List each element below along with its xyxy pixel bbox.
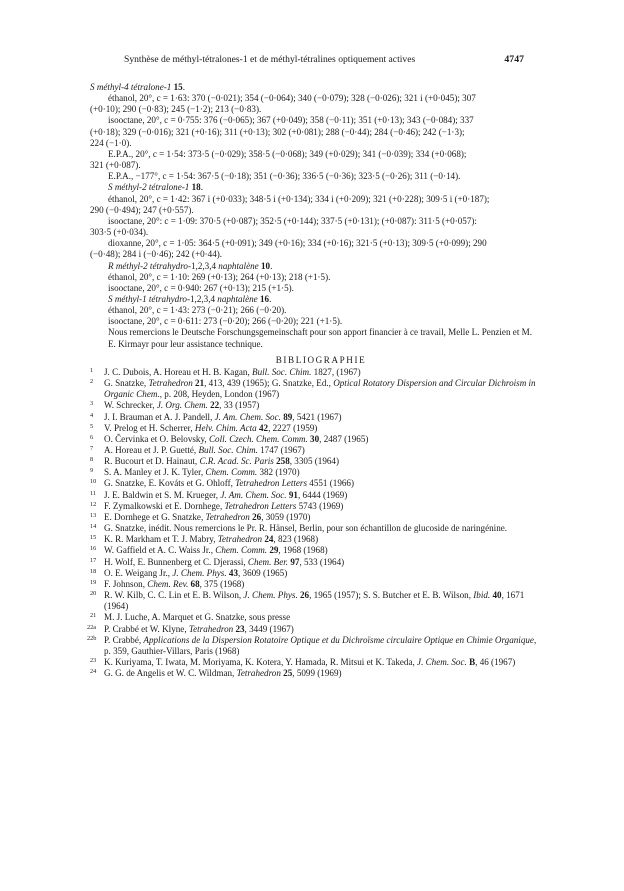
text-run: P. Crabbé, (104, 634, 144, 645)
bold-text: 24 (264, 534, 274, 545)
text-run: 4551 (1966) (307, 478, 354, 489)
bold-text: 97 (290, 556, 300, 567)
measurement-line (90, 249, 538, 260)
reference-item (90, 668, 538, 679)
text-run: , 5099 (1969) (292, 668, 342, 679)
measurement-line (90, 305, 538, 316)
text-run: , 3609 (1965) (237, 567, 288, 578)
text-run: G. Snatzke, (104, 378, 149, 389)
measurement-line (90, 160, 538, 171)
text-run: , 2487 (1965) (319, 433, 369, 444)
reference-item (90, 423, 538, 434)
text-run: , 5421 (1967) (292, 411, 342, 422)
italic-text: Ibid. (473, 590, 491, 601)
page-number: 4747 (504, 54, 524, 65)
text-run: isooctane, 20°, c = 0·755: 376 (−0·065); 367 (+0·049); 358 (−0·11); 351 (+0·13); 343 (−0·084); 337 (108, 115, 474, 126)
bold-text: B (469, 656, 476, 667)
italic-text: Chem. Rev. (147, 578, 189, 589)
bold-text: 25 (283, 668, 293, 679)
bold-text: 30 (310, 433, 320, 444)
reference-item (87, 634, 538, 657)
bold-text: 18 (191, 182, 201, 193)
reference-item (90, 657, 538, 668)
bold-text: 42 (258, 422, 269, 433)
reference-number: 1 (90, 366, 94, 374)
acknowledgment-paragraph: Nous remercions le Deutsche Forschungsgemeinschaft pour son apport financier à ce travail, Melle L. Penzien et M. E. Kirmayr pour leur assistance technique. (108, 327, 532, 349)
reference-number: 5 (90, 422, 94, 430)
italic-text: Chem. Ber. (247, 556, 289, 567)
bold-text: 10 (260, 260, 271, 271)
bold-text: 21 (195, 378, 205, 389)
italic-text: Tetrahedron Letters (235, 478, 308, 489)
bold-text: 68 (190, 578, 200, 589)
measurement-line (90, 127, 538, 138)
reference-item (90, 512, 538, 523)
text-run: R. W. Kilb, C. C. Lin et E. B. Wilson, (104, 590, 244, 601)
italic-text: J. Am. Chem. Soc. (214, 411, 281, 422)
reference-item (90, 490, 538, 501)
italic-text: Coll. Czech. Chem. Comm. (208, 433, 308, 444)
bold-text: 258 (276, 456, 290, 467)
italic-text: Bull. Soc. Chim. (252, 366, 312, 377)
measurement-line (90, 294, 538, 305)
reference-list (87, 366, 538, 679)
reference-number: 17 (90, 556, 97, 564)
text-run: , 375 (1968) (199, 578, 245, 589)
reference-item (90, 445, 538, 456)
text-run: A. Horeau et J. P. Guetté, (104, 445, 199, 455)
text-run: M. J. Luche, A. Marquet et G. Snatzke, sous presse (104, 612, 291, 623)
reference-number: 22a (87, 623, 97, 631)
text-run: isooctane, 20°, c = 0·611: 273 (−0·20); 266 (−0·20); 221 (+1·5). (108, 316, 343, 327)
measurement-line (90, 149, 538, 160)
text-run: . (182, 82, 185, 92)
text-run: éthanol, 20°, c = 1·63: 370 (−0·021); 354 (−0·064); 340 (−0·079); 328 (−0·026); 321 i (+0·045); 307 (108, 93, 476, 104)
bibliography-heading: BIBLIOGRAPHIE (275, 354, 367, 365)
text-run: , 1671 (1964) (104, 590, 525, 612)
text-run: W. Schrecker, (104, 400, 157, 411)
running-header (124, 54, 524, 65)
text-run: . (270, 260, 273, 271)
text-run: J. C. Dubois, A. Horeau et H. B. Kagan, (104, 366, 253, 377)
text-run: , 3305 (1964) (289, 456, 340, 467)
text-run: éthanol, 20°, c = 1·43: 273 (−0·21); 266 (−0·20). (108, 305, 287, 316)
measurement-line (90, 82, 538, 93)
reference-item (90, 478, 538, 489)
italic-text: Tetrahedron (188, 623, 234, 634)
bold-text: 40 (492, 590, 502, 601)
reference-number: 21 (90, 612, 97, 620)
text-run: J. I. Brauman et A. J. Pandell, (104, 411, 215, 422)
reference-item (90, 612, 538, 623)
text-run: E. Dornhege et G. Snatzke, (104, 511, 206, 522)
text-run: K. Kuriyama, T. Iwata, M. Moriyama, K. Kotera, Y. Hamada, R. Mitsui et K. Takeda, (104, 656, 418, 667)
text-run: W. Gaffield et A. C. Waiss Jr., (104, 545, 216, 556)
bold-text: 23 (235, 623, 245, 634)
text-run: R. Bucourt et D. Hainaut, (104, 456, 200, 467)
reference-number: 18 (90, 567, 97, 575)
text-run: , 413, 439 (1965); G. Snatzke, Ed., (204, 378, 334, 389)
measurement-line (90, 171, 538, 182)
bold-text: 89 (283, 411, 293, 422)
reference-number: 20 (90, 590, 97, 598)
running-title: Synthèse de méthyl-tétralones-1 et de méthyl-tétralines optiquement actives (124, 54, 416, 65)
bold-text: 26 (300, 590, 310, 601)
reference-item (90, 467, 538, 478)
italic-text: J. Chem. Phys. (172, 567, 227, 578)
reference-number: 11 (90, 489, 97, 497)
italic-text: J. Am. Chem. Soc. (220, 489, 287, 500)
reference-item (90, 412, 538, 423)
italic-text: R méthyl-2 tétrahydro- (108, 260, 191, 271)
italic-text: Chem. Comm. (205, 467, 258, 478)
italic-text: Tetrahedron (217, 534, 263, 545)
reference-number: 16 (90, 545, 97, 553)
text-run: , 1968 (1968) (278, 545, 328, 556)
text-run: , 3449 (1967) (244, 623, 294, 634)
text-run: 1747 (1967) (257, 445, 305, 455)
text-run: . (200, 182, 203, 193)
text-run: , 2227 (1959) (268, 422, 318, 433)
text-run: 5743 (1969) (296, 500, 344, 511)
reference-item (90, 501, 538, 512)
bold-text: 16 (259, 293, 270, 304)
text-run: 224 (−1·0). (90, 137, 132, 148)
text-run: , 33 (1957) (219, 400, 260, 411)
reference-item (90, 590, 538, 612)
text-run: (−0·48); 284 i (−0·46); 242 (+0·44). (90, 249, 223, 260)
text-run: . (269, 293, 272, 304)
italic-text: Tetrahedron (236, 668, 281, 679)
cd-measurement-list (90, 82, 538, 327)
reference-number: 13 (90, 511, 97, 519)
text-run: , 1965 (1957); S. S. Butcher et E. B. Wilson, (309, 590, 474, 601)
reference-number: 6 (90, 433, 94, 441)
italic-text: Applications de la Dispersion Rotatoire Optique et du Dichroïsme circulaire Optique en Chimie Organique (143, 634, 534, 645)
reference-item (90, 557, 538, 568)
italic-text: Bull. Soc. Chim. (198, 445, 258, 455)
reference-number: 10 (90, 478, 97, 486)
bold-text: 91 (288, 489, 298, 500)
text-run: éthanol, 20°, c = 1·42: 367 i (+0·033); 348·5 i (+0·134); 334 i (+0·209); 321 (+0·228); 309·5 i (+0·187); (108, 193, 490, 204)
text-run: V. Prelog et H. Scherrer, (104, 422, 195, 433)
measurement-line (90, 93, 538, 104)
measurement-line (90, 205, 538, 216)
measurement-line (90, 104, 538, 115)
reference-item (90, 545, 538, 556)
measurement-line (90, 272, 538, 283)
reference-item (90, 534, 538, 545)
measurement-line (90, 216, 538, 227)
italic-text: J. Chem. Phys. (243, 590, 298, 601)
italic-text: Tetrahedron (205, 511, 250, 522)
reference-number: 24 (90, 668, 97, 676)
text-run: , 533 (1964) (299, 556, 345, 567)
text-run: E.P.A., −177°, c = 1·54: 367·5 (−0·18); 351 (−0·36); 336·5 (−0·36); 323·5 (−0·26); 311 (−0·14). (108, 171, 461, 182)
measurement-line (90, 238, 538, 249)
italic-text: Optical Rotatory Dispersion and Circular Dichroism in Organic Chem. (104, 378, 536, 400)
italic-text: Tetrahedron (148, 378, 193, 389)
text-run: , 46 (1967) (475, 656, 516, 667)
italic-text: naphtalène (218, 260, 261, 271)
italic-text: naphtalène (217, 293, 260, 304)
bold-text: 15 (173, 82, 183, 92)
text-run: , 3059 (1970) (261, 511, 311, 522)
text-run: G. Snatzke, E. Kováts et G. Ohloff, (104, 478, 236, 489)
text-run: , 6444 (1969) (297, 489, 348, 500)
reference-number: 7 (90, 445, 94, 452)
italic-text: S méthyl-1 tétrahydro- (108, 293, 190, 304)
reference-item (90, 434, 538, 445)
reference-number: 23 (90, 656, 97, 664)
text-run: (+0·10); 290 (−0·83); 245 (−1·2); 213 (−0·83). (90, 104, 262, 115)
measurement-line (90, 261, 538, 272)
text-run: F. Johnson, (104, 578, 148, 589)
measurement-line (90, 316, 538, 327)
reference-item (90, 367, 538, 378)
reference-number: 4 (90, 411, 94, 419)
article-body (87, 82, 538, 679)
text-run: , 823 (1968) (273, 534, 319, 545)
text-run: O. Červinka et O. Belovsky, (104, 433, 209, 444)
reference-item (90, 568, 538, 579)
measurement-line (90, 227, 538, 238)
reference-number: 19 (90, 578, 97, 586)
reference-item (90, 400, 538, 411)
text-run: E.P.A., 20°, c = 1·54: 373·5 (−0·029); 358·5 (−0·068); 349 (+0·029); 341 (−0·039); 334 (+0·068); (108, 148, 467, 159)
text-run: G. Snatzke, inédit. Nous remercions le Pr. R. Hänsel, Berlin, pour son échantillon de glucoside de naringénine. (104, 523, 508, 534)
reference-item (87, 623, 538, 635)
measurement-line (90, 283, 538, 294)
measurement-line (90, 194, 538, 205)
reference-number: 12 (90, 500, 97, 508)
reference-number: 9 (90, 467, 94, 475)
italic-text: J. Chem. Soc. (417, 656, 467, 667)
text-run: 1,2,3,4 (191, 260, 219, 271)
reference-number: 3 (90, 400, 94, 408)
reference-number: 8 (90, 456, 94, 464)
text-run: O. E. Weigang Jr., (104, 567, 173, 578)
text-run: éthanol, 20°, c = 1·10: 269 (+0·13); 264 (+0·13); 218 (+1·5). (108, 271, 331, 282)
reference-number: 2 (90, 378, 94, 386)
measurement-line (90, 182, 538, 193)
reference-item (90, 523, 538, 534)
bold-text: 43 (228, 567, 238, 578)
italic-text: Helv. Chim. Acta (194, 422, 257, 433)
italic-text: S méthyl-4 tétralone-1 (90, 82, 174, 92)
text-run: (+0·18); 329 (−0·016); 321 (+0·16); 311 (+0·13); 302 (+0·081); 288 (−0·44); 284 (−0·46); 242 (−1·3); (90, 126, 465, 137)
italic-text: Chem. Comm. (215, 545, 268, 556)
bold-text: 22 (210, 400, 220, 411)
measurement-line (90, 115, 538, 126)
bold-text: 26 (252, 511, 262, 522)
text-run: 321 (+0·087). (90, 160, 141, 171)
italic-text: S méthyl-2 tétralone-1 (108, 182, 192, 193)
italic-text: J. Org. Chem. (156, 400, 208, 411)
reference-item (90, 378, 538, 400)
text-run: , p. 208, Heyden, London (1967) (159, 389, 280, 400)
text-run: 382 (1970) (257, 467, 300, 478)
bold-text: 29 (269, 545, 279, 556)
reference-number: 15 (90, 534, 97, 542)
italic-text: Tetrahedron Letters (224, 500, 297, 511)
measurement-line (90, 138, 538, 149)
text-run: 1,2,3,4 (190, 293, 218, 304)
text-run: J. E. Baldwin et S. M. Krueger, (104, 489, 221, 500)
text-run: , p. 359, Gauthier-Villars, Paris (1968) (104, 634, 537, 656)
text-run: isooctane, 20°, c = 0·940: 267 (+0·13); 215 (+1·5). (108, 282, 294, 293)
reference-number: 14 (90, 523, 97, 531)
text-run: S. A. Manley et J. K. Tyler, (104, 467, 206, 478)
text-run: K. R. Markham et T. J. Mabry, (104, 534, 218, 545)
text-run: P. Crabbé et W. Klyne, (104, 623, 189, 634)
italic-text: C.R. Acad. Sc. Paris (199, 456, 274, 467)
text-run: G. G. de Angelis et W. C. Wildman, (104, 668, 237, 679)
reference-item (90, 456, 538, 467)
text-run: 290 (−0·494); 247 (+0·557). (90, 204, 194, 215)
text-run: 1827, (1967) (311, 366, 361, 377)
text-run: dioxanne, 20°, c = 1·05: 364·5 (+0·091); 349 (+0·16); 334 (+0·16); 321·5 (+0·13); 309·5 (+0·099); 290 (108, 238, 487, 249)
reference-item (90, 579, 538, 590)
reference-number: 22b (87, 634, 97, 642)
text-run: 303·5 (+0·034). (90, 227, 149, 238)
text-run: H. Wolf, E. Bunnenberg et C. Djerassi, (104, 556, 248, 567)
text-run: F. Zymalkowski et E. Dornhege, (104, 500, 225, 511)
text-run: isooctane, 20°: c = 1·09: 370·5 (+0·087); 352·5 (+0·144); 337·5 (+0·131); (+0·087): 311·5 (+0·057): (108, 215, 477, 226)
